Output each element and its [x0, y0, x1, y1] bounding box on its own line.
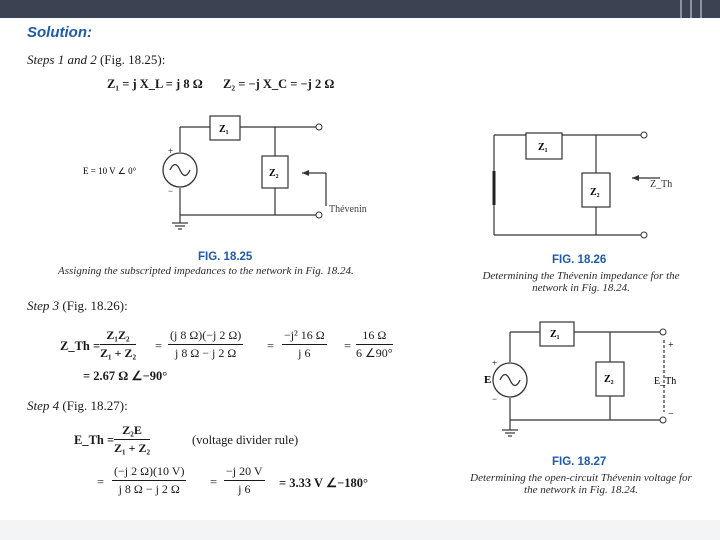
zth-frac-4-den: 6 ∠90° — [356, 346, 393, 360]
fig27-out-minus: − — [668, 409, 674, 420]
step-label: Step 4 — [27, 398, 60, 413]
fig-18-25-caption: Assigning the subscripted impedances to the network in Fig. 18.24. — [58, 265, 354, 277]
zth-frac-3 — [282, 328, 327, 361]
fig26-z1-label: Z₁ — [538, 142, 548, 153]
fig25-thevenin-label: Thévenin — [329, 204, 367, 215]
eth-frac-1-num: Z₂E — [114, 423, 150, 440]
step-ref: (Fig. 18.27): — [62, 398, 128, 413]
zth-result: = 2.67 Ω ∠−90° — [83, 369, 168, 383]
zth-eq-c: = — [344, 339, 352, 353]
eq-z1: Z₁ = j X_L = j 8 Ω — [107, 77, 203, 91]
step-label: Step 3 — [27, 298, 60, 313]
eth-frac-1-den: Z₁ + Z₂ — [114, 441, 151, 455]
step-1-2 — [27, 52, 165, 68]
zth-frac-4 — [356, 328, 393, 361]
zth-eq-a: = — [155, 339, 163, 353]
zth-frac-3-den: j 6 — [298, 346, 311, 360]
zth-frac-2 — [168, 328, 243, 361]
fig-18-26-caption — [470, 270, 692, 294]
bar-tick — [690, 0, 692, 18]
bar-tick — [700, 0, 702, 18]
zth-frac-1-den: Z₁ + Z₂ — [100, 346, 137, 360]
fig-18-27-title: FIG. 18.27 — [552, 456, 607, 468]
fig-18-26-circuit — [478, 125, 688, 245]
eth-frac-2 — [112, 464, 186, 497]
fig-18-25-title: FIG. 18.25 — [198, 251, 253, 263]
bottom-bar — [0, 520, 720, 540]
caption-line: Determining the Thévenin impedance for the — [482, 270, 680, 282]
eth-result: = 3.33 V ∠−180° — [279, 476, 369, 490]
eth-frac-2-den: j 8 Ω − j 2 Ω — [118, 482, 180, 496]
fig27-eth-label: E_Th — [654, 376, 677, 387]
title-bar — [0, 0, 720, 18]
fig-18-27-caption — [456, 472, 706, 496]
fig25-z2-label: Z₂ — [269, 168, 279, 179]
step-3 — [27, 298, 128, 314]
zth-eq-b: = — [267, 339, 275, 353]
fig25-source-label: E = 10 V ∠ 0° — [83, 166, 137, 176]
zth-frac-2-num: (j 8 Ω)(−j 2 Ω) — [168, 328, 243, 345]
bar-tick — [680, 0, 682, 18]
fig27-z2-label: Z₂ — [604, 374, 614, 385]
eth-frac-3-num: −j 20 V — [224, 464, 265, 481]
fig27-plus: + — [492, 358, 498, 368]
fig27-minus: − — [492, 394, 498, 404]
eth-frac-1 — [114, 423, 150, 456]
caption-line: network in Fig. 18.24. — [532, 282, 630, 294]
zth-frac-1-num: Z₁Z₂ — [100, 328, 136, 345]
step-ref: (Fig. 18.25): — [99, 52, 166, 67]
zth-frac-3-num: −j² 16 Ω — [282, 328, 327, 345]
zth-frac-4-num: 16 Ω — [356, 328, 393, 345]
eth-note: (voltage divider rule) — [192, 433, 299, 447]
eth-frac-3-den: j 6 — [238, 482, 251, 496]
eth-eq-b: = — [210, 475, 218, 489]
caption-line: Determining the open-circuit Thévenin voltage for — [470, 472, 692, 484]
fig26-z2-label: Z₂ — [590, 187, 600, 198]
fig27-source-label: E — [484, 374, 492, 386]
zth-frac-2-den: j 8 Ω − j 2 Ω — [174, 346, 237, 360]
caption-line: the network in Fig. 18.24. — [524, 484, 638, 496]
fig27-z1-label: Z₁ — [550, 329, 560, 340]
fig-18-26-title: FIG. 18.26 — [552, 254, 607, 266]
eth-frac-3 — [224, 464, 265, 497]
solution-heading: Solution: — [27, 24, 92, 41]
fig-18-27-circuit — [478, 320, 688, 445]
fig27-out-plus: + — [668, 340, 674, 351]
eth-eq-a: = — [97, 475, 105, 489]
step-label: Steps 1 and 2 — [27, 52, 97, 67]
fig26-zth-label: Z_Th — [650, 179, 673, 190]
step-ref: (Fig. 18.26): — [62, 298, 128, 313]
fig25-minus: − — [168, 186, 174, 196]
fig25-z1-label: Z₁ — [219, 124, 229, 135]
eth-frac-2-num: (−j 2 Ω)(10 V) — [112, 464, 186, 481]
eth-lhs: E_Th = — [74, 433, 115, 447]
fig25-plus: + — [168, 146, 174, 156]
zth-lhs: Z_Th = — [60, 339, 101, 353]
eq-z2: Z₂ = −j X_C = −j 2 Ω — [223, 77, 335, 91]
step-4 — [27, 398, 128, 414]
fig-18-25-circuit — [80, 112, 400, 237]
zth-frac-1 — [100, 328, 136, 361]
